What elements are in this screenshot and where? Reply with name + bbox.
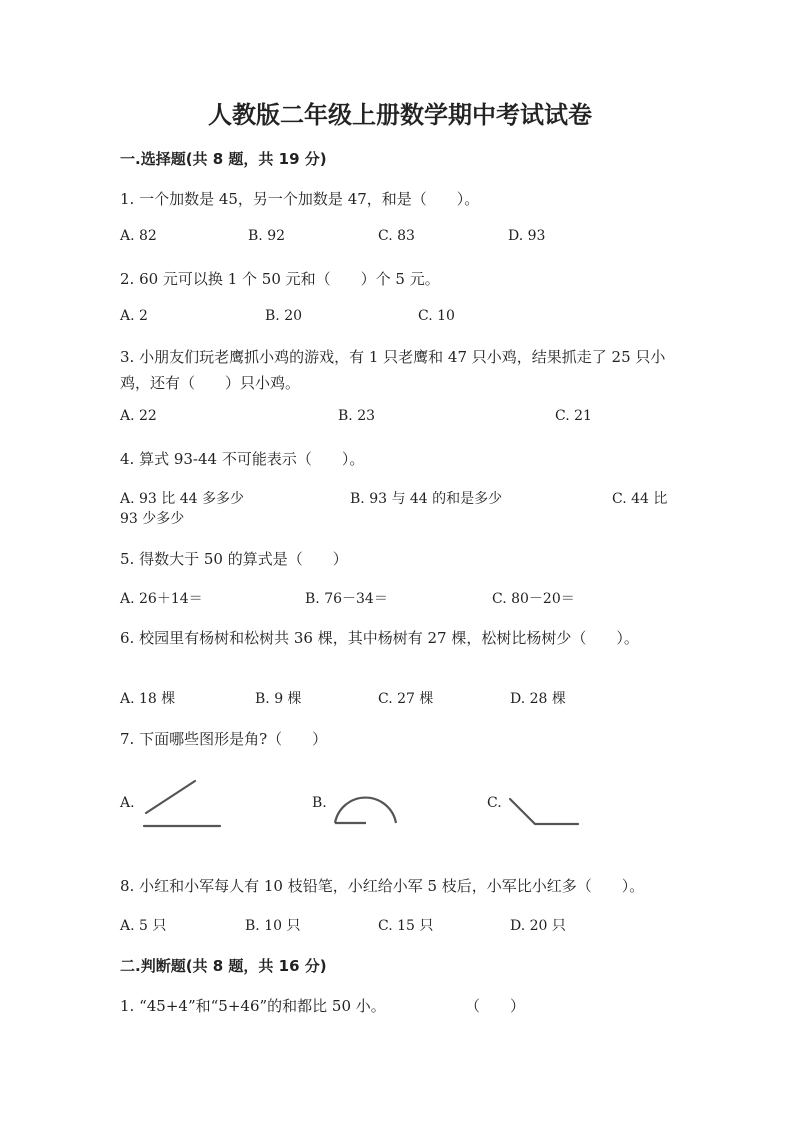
option-b[interactable]: B. 10 只 xyxy=(245,918,301,934)
question-5: 5. 得数大于 50 的算式是（ ） xyxy=(120,550,348,568)
option-d[interactable]: D. 93 xyxy=(508,228,546,244)
option-a[interactable]: A. 5 只 xyxy=(120,918,167,934)
option-a[interactable]: A. xyxy=(120,795,135,811)
semicircle-figure-b xyxy=(330,782,400,827)
option-c[interactable]: C. 83 xyxy=(378,228,415,244)
option-a[interactable]: A. 26＋14＝ xyxy=(120,591,203,607)
angle-figure-a xyxy=(140,775,230,835)
question-4: 4. 算式 93-44 不可能表示（ ）。 xyxy=(120,450,365,468)
question-3: 3. 小朋友们玩老鹰抓小鸡的游戏，有 1 只老鹰和 47 只小鸡，结果抓走了 25 只小鸡，还有（ ）只小鸡。 xyxy=(120,348,666,392)
page-title: 人教版二年级上册数学期中考试试卷 xyxy=(208,100,592,129)
option-b[interactable]: B. 76－34＝ xyxy=(305,591,388,607)
option-d[interactable]: D. 28 棵 xyxy=(510,691,566,707)
option-c[interactable]: C. 27 棵 xyxy=(378,691,434,707)
option-c[interactable]: C. 44 比 xyxy=(612,491,668,507)
question-2: 2. 60 元可以换 1 个 50 元和（ ）个 5 元。 xyxy=(120,270,440,288)
option-a[interactable]: A. 2 xyxy=(120,308,148,324)
option-c[interactable]: C. xyxy=(487,795,502,811)
option-c-continued: 93 少多少 xyxy=(120,511,185,527)
option-c[interactable]: C. 15 只 xyxy=(378,918,434,934)
option-b[interactable]: B. 23 xyxy=(338,408,376,424)
option-b[interactable]: B. 93 与 44 的和是多少 xyxy=(350,491,503,507)
option-b[interactable]: B. 9 棵 xyxy=(255,691,302,707)
option-a[interactable]: A. 18 棵 xyxy=(120,691,176,707)
question-6: 6. 校园里有杨树和松树共 36 棵，其中杨树有 27 棵，松树比杨树少（ ）。 xyxy=(120,629,639,647)
option-b[interactable]: B. xyxy=(312,795,327,811)
option-b[interactable]: B. 20 xyxy=(265,308,303,324)
question-8: 8. 小红和小军每人有 10 枝铅笔，小红给小军 5 枝后，小军比小红多（ ）。 xyxy=(120,877,645,895)
option-a[interactable]: A. 22 xyxy=(120,408,157,424)
option-a[interactable]: A. 82 xyxy=(120,228,157,244)
bent-line-figure-c xyxy=(505,795,585,830)
question-1: 1. 一个加数是 45，另一个加数是 47，和是（ ）。 xyxy=(120,190,480,208)
option-a[interactable]: A. 93 比 44 多多少 xyxy=(120,491,244,507)
section-heading-judgement: 二.判断题(共 8 题，共 16 分) xyxy=(120,957,327,975)
option-d[interactable]: D. 20 只 xyxy=(510,918,566,934)
judgement-question-1: 1. “45+4”和“5+46”的和都比 50 小。 xyxy=(120,997,386,1015)
answer-blank[interactable]: （ ） xyxy=(465,997,526,1015)
option-b[interactable]: B. 92 xyxy=(248,228,286,244)
option-c[interactable]: C. 80－20＝ xyxy=(492,591,575,607)
option-c[interactable]: C. 21 xyxy=(555,408,592,424)
option-c[interactable]: C. 10 xyxy=(418,308,455,324)
section-heading-choice: 一.选择题(共 8 题，共 19 分) xyxy=(120,150,327,168)
question-7: 7. 下面哪些图形是角?（ ） xyxy=(120,730,328,748)
